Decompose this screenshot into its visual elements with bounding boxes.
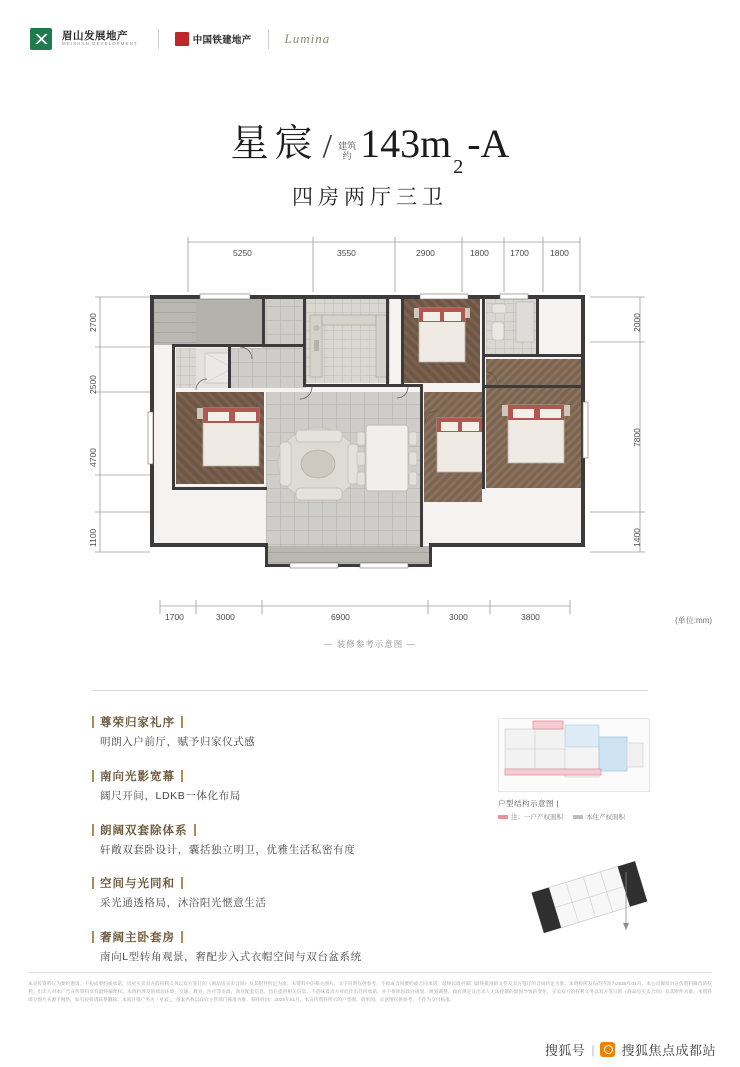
feature-bar-icon — [92, 824, 94, 836]
tower-schematic — [530, 860, 650, 938]
header-divider-2 — [268, 29, 269, 49]
dim-right-2: 7800 — [632, 428, 642, 447]
build-area-label: 建筑约 — [338, 141, 357, 162]
developer-logo-text — [62, 31, 142, 47]
feature-bar-icon — [92, 716, 94, 728]
units-note: (单位:mm) — [675, 616, 712, 625]
unit-area: 143m — [360, 121, 452, 166]
brand-separator: | — [591, 1042, 595, 1057]
feature-text: 阔尺开间，LDKB一体化布局 — [100, 789, 241, 802]
header-divider — [158, 29, 159, 49]
feature-bar-icon-end — [181, 931, 183, 943]
section-divider — [92, 690, 648, 691]
features-list — [92, 714, 422, 983]
watermark-brand — [0, 1032, 740, 1067]
feature-text: 明朗入户前厅，赋予归家仪式感 — [100, 736, 256, 748]
project-mark: Lumina — [284, 31, 331, 46]
legal-disclaimer: 本宣传资料仅为要约邀请，不构成要约或承诺，房屋买卖双方的权利义务以双方签订的《商品房买卖合同》及其附件约定为准。本资料中的相关图片、文字说明仅供参考，不构成合同要约或合同承诺，最终以政府部门最终批准的文件及双方签订的合同约定为准。本资料所发布的内容为2025年01月，本公司保留对宣传资料修改的权利。出卖人对本广告宣传资料享有最终解释权。本资料涉及的周边环境、交通、教育、医疗等市政、商业配套信息，旨在提供相关信息，不意味着卖方对此作出任何承诺，亦不排除因政府规划、规划调整、政府规定及出卖人无法控制的原因导致的变化，买卖双方的权利义务以双方签订的《商品房买卖合同》及其附件为准。本资料部分图片来源于网络，如有侵权请联系删除。本项目推广名为「星宸」，备案名称以政府主管部门核准为准。制作时间：2025年01月。本宣传资料所示的户型图、效果图、示意图仅供参考，不作为交付标准。 — [28, 981, 712, 1003]
legend-swatch-pink-icon — [498, 815, 508, 819]
dim-right-3: 1400 — [632, 528, 642, 547]
dim-right-1: 2000 — [632, 313, 642, 332]
feature-bar-icon-end — [181, 770, 183, 782]
dim-bottom-1: 1700 — [165, 612, 184, 622]
feature-title: 空间与光同和 — [100, 878, 175, 891]
dim-left-3: 4700 — [88, 448, 98, 467]
floor-plan-section — [0, 222, 740, 652]
developer-logo-icon — [30, 28, 52, 50]
partner-logo — [175, 32, 252, 46]
feature-bar-icon — [92, 931, 94, 943]
feature-title: 奢阔主卧套房 — [100, 932, 175, 944]
feature-item — [92, 875, 422, 912]
unit-suffix: -A — [467, 121, 510, 166]
brand-prefix: 搜狐号 — [544, 1043, 586, 1058]
plan-caption: — 装修参考示意图 — — [323, 639, 417, 649]
feature-item — [92, 768, 422, 805]
legend-label-2: 本住产权面积 — [586, 814, 625, 821]
dim-bottom-5: 3800 — [521, 612, 540, 622]
dim-top-4: 1800 — [470, 248, 489, 258]
legend-label-1: 注：一户产权面积 — [511, 814, 563, 821]
feature-title: 朗阔双套除体系 — [100, 824, 188, 837]
unit-name: 星宸 — [230, 123, 319, 165]
key-plan-caption: 户型结构示意图 | — [498, 799, 560, 808]
feature-title: 南向光影宽幕 — [100, 770, 175, 783]
brand-name: 搜狐焦点成都站 — [621, 1043, 716, 1058]
feature-bar-icon — [92, 877, 94, 889]
feature-item — [92, 822, 422, 859]
feature-bar-icon-end — [181, 877, 183, 889]
page-title: 星宸 / 建筑约 143m 2 -A 四房两厅三卫 — [0, 112, 740, 211]
dim-left-2: 2500 — [88, 375, 98, 394]
key-plan-image — [498, 718, 650, 792]
title-slash: / — [322, 128, 335, 165]
sohu-icon — [600, 1042, 615, 1057]
feature-text: 采光通透格局，沐浴阳光惬意生活 — [100, 897, 267, 910]
developer-name-cn: 眉山发展地产 — [62, 30, 128, 43]
legend-item-other — [573, 812, 625, 821]
dim-top-1: 5250 — [233, 248, 252, 258]
feature-bar-icon-end — [194, 824, 196, 836]
brand-header — [30, 28, 330, 50]
feature-title: 尊荣归家礼序 — [100, 717, 175, 729]
dim-bottom-2: 3000 — [216, 612, 235, 622]
legend-item-owned — [498, 812, 563, 821]
floor-plan-drawing — [0, 222, 740, 652]
key-plan-legend — [498, 812, 648, 821]
dim-top-3: 2900 — [416, 248, 435, 258]
dim-top-2: 3550 — [337, 248, 356, 258]
feature-bar-icon-end — [181, 716, 183, 728]
key-plan-block — [498, 718, 648, 821]
partner-name: 中国铁建地产 — [192, 35, 252, 46]
dim-top-5: 1700 — [510, 248, 529, 258]
feature-text: 南向L型转角观景，奢配步入式衣帽空间与双台盆系统 — [100, 951, 362, 963]
feature-item — [92, 714, 422, 751]
dim-bottom-3: 6900 — [331, 612, 350, 622]
dim-bottom-4: 3000 — [449, 612, 468, 622]
legend-swatch-gray-icon — [573, 815, 583, 819]
feature-text: 轩敞双套卧设计，囊括独立明卫，优雅生活私密有度 — [100, 843, 356, 856]
dim-left-4: 1100 — [88, 528, 98, 547]
unit-layout-subtitle: 四房两厅三卫 — [292, 185, 448, 209]
developer-name-en: MEISHAN DEVELOPMENT — [62, 41, 138, 47]
partner-logo-icon — [175, 32, 189, 46]
dim-left-1: 2700 — [88, 313, 98, 332]
footer-divider — [28, 972, 712, 973]
dim-top-6: 1800 — [550, 248, 569, 258]
feature-item — [92, 929, 422, 966]
feature-bar-icon — [92, 770, 94, 782]
